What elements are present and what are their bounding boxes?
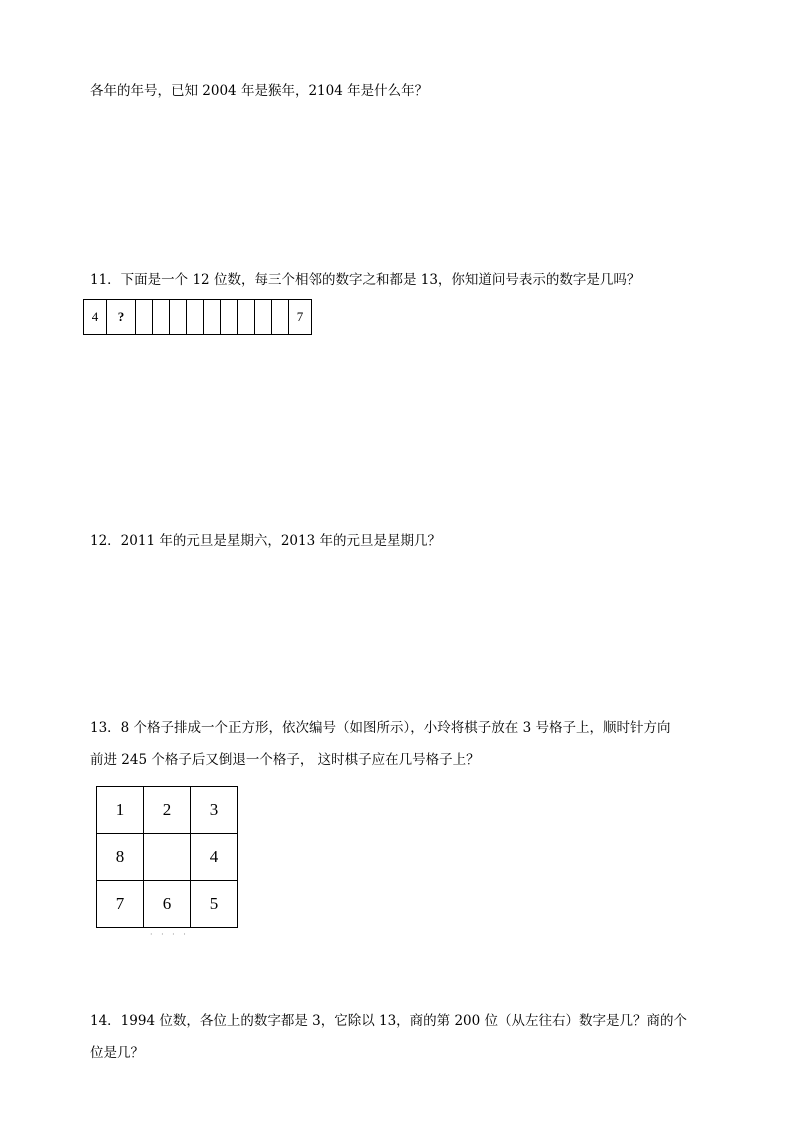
grid-cell: 5 — [191, 881, 238, 928]
digit-cell — [153, 300, 170, 335]
question-10-continuation: 各年的年号，已知 2004 年是猴年，2104 年是什么年？ — [90, 83, 429, 99]
question-13-text-line1: 13．8 个格子排成一个正方形，依次编号（如图所示），小玲将棋子放在 3 号格子上，顺时针方向 — [90, 720, 671, 736]
grid-cell-center — [144, 834, 191, 881]
unknown-digit-cell: ? — [107, 300, 136, 335]
digit-cell — [204, 300, 221, 335]
question-14-text-line2: 位是几？ — [90, 1045, 144, 1061]
scan-artifact-dots: · · · · — [150, 930, 189, 939]
grid-cell: 7 — [97, 881, 144, 928]
grid-cell: 3 — [191, 787, 238, 834]
grid-cell: 8 — [97, 834, 144, 881]
numbered-square-grid — [96, 786, 238, 928]
digit-cell — [221, 300, 238, 335]
digit-cell — [238, 300, 255, 335]
twelve-digit-strip — [83, 299, 312, 335]
digit-cell: 7 — [289, 300, 312, 335]
digit-cell — [187, 300, 204, 335]
question-12-text: 12．2011 年的元旦是星期六，2013 年的元旦是星期几？ — [90, 533, 441, 549]
grid-cell: 4 — [191, 834, 238, 881]
digit-cell — [272, 300, 289, 335]
digit-cell — [255, 300, 272, 335]
question-13-text-line2: 前进 245 个格子后又倒退一个格子， 这时棋子应在几号格子上？ — [90, 752, 480, 768]
grid-cell: 2 — [144, 787, 191, 834]
question-11-text: 11．下面是一个 12 位数，每三个相邻的数字之和都是 13，你知道问号表示的数字是几吗？ — [90, 272, 641, 288]
grid-cell: 6 — [144, 881, 191, 928]
grid-cell: 1 — [97, 787, 144, 834]
question-14-text-line1: 14．1994 位数，各位上的数字都是 3，它除以 13，商的第 200 位（从左往右）数字是几？商的个 — [90, 1013, 688, 1029]
digit-cell: 4 — [84, 300, 107, 335]
digit-cell — [170, 300, 187, 335]
digit-cell — [136, 300, 153, 335]
